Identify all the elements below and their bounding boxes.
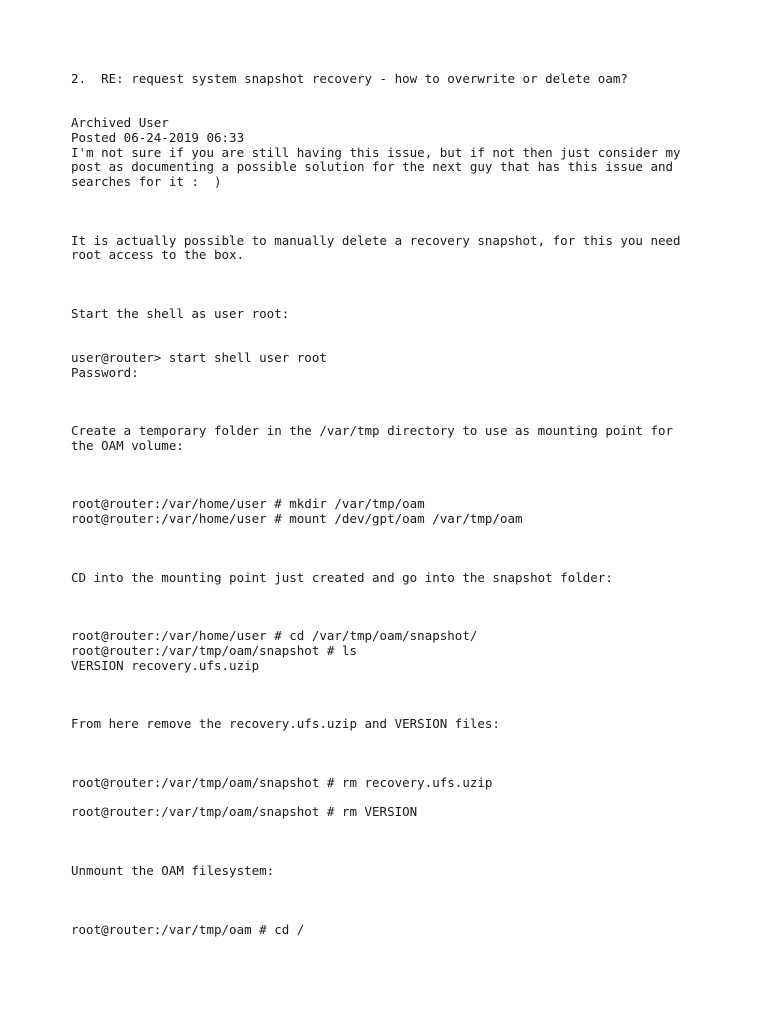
mkdir-command: root@router:/var/home/user # mkdir /var/tmp/oam [71, 496, 425, 511]
post-date: Posted 06-24-2019 06:33 [71, 130, 245, 145]
rm-recovery-command: root@router:/var/tmp/oam/snapshot # rm recovery.ufs.uzip [71, 775, 493, 790]
unmount-text: Unmount the OAM filesystem: [71, 863, 275, 878]
ls-output: VERSION recovery.ufs.uzip [71, 658, 260, 673]
ls-command: root@router:/var/tmp/oam/snapshot # ls [71, 643, 357, 658]
mount-command: root@router:/var/home/user # mount /dev/gpt/oam /var/tmp/oam [71, 511, 523, 526]
start-shell-text: Start the shell as user root: [71, 306, 290, 321]
post-heading: 2. RE: request system snapshot recovery - how to overwrite or delete oam? [71, 71, 628, 86]
mkdir-text-line-2: the OAM volume: [71, 438, 184, 453]
cd-text: CD into the mounting point just created and go into the snapshot folder: [71, 570, 613, 585]
cd-root-command: root@router:/var/tmp/oam # cd / [71, 922, 305, 937]
mkdir-text-line-1: Create a temporary folder in the /var/tmp directory to use as mounting point for [71, 423, 674, 438]
password-prompt: Password: [71, 365, 139, 380]
root-note-line-1: It is actually possible to manually delete a recovery snapshot, for this you need [71, 233, 681, 248]
rm-version-command: root@router:/var/tmp/oam/snapshot # rm VERSION [71, 804, 418, 819]
remove-text: From here remove the recovery.ufs.uzip and VERSION files: [71, 716, 500, 731]
cd-snapshot-command: root@router:/var/home/user # cd /var/tmp/oam/snapshot/ [71, 628, 478, 643]
intro-line-2: post as documenting a possible solution for the next guy that has this issue and [71, 159, 674, 174]
post-author: Archived User [71, 115, 169, 130]
intro-line-1: I'm not sure if you are still having this issue, but if not then just consider my [71, 145, 681, 160]
root-note-line-2: root access to the box. [71, 247, 245, 262]
start-shell-command: user@router> start shell user root [71, 350, 327, 365]
intro-line-3: searches for it : ) [71, 174, 222, 189]
